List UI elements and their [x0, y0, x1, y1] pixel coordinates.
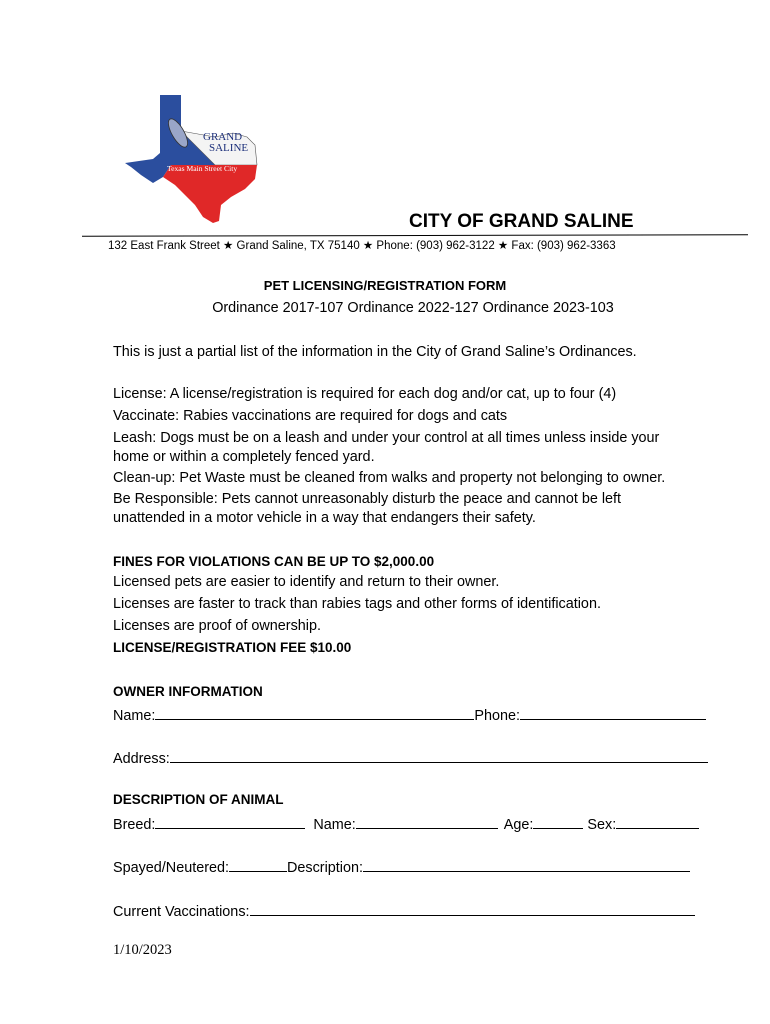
logo-banner: Texas Main Street City — [167, 164, 238, 173]
breed-label: Breed: — [113, 817, 156, 833]
animal-name-field[interactable] — [356, 814, 498, 829]
animal-row-3 — [113, 901, 695, 920]
description-label: Description: — [287, 860, 363, 876]
intro-text: This is just a partial list of the information in the City of Grand Saline’s Ordinances. — [113, 344, 637, 360]
owner-address-field[interactable] — [170, 748, 708, 763]
rule-leash: Leash: Dogs must be on a leash and under your control at all times unless inside your — [113, 430, 660, 446]
city-title: CITY OF GRAND SALINE — [409, 211, 634, 232]
rule-responsible: Be Responsible: Pets cannot unreasonably disturb the peace and cannot be left — [113, 491, 622, 507]
fines-heading: FINES FOR VIOLATIONS CAN BE UP TO $2,000.00 — [113, 554, 435, 569]
age-field[interactable] — [533, 814, 583, 829]
rule-vaccinate: Vaccinate: Rabies vaccinations are required for dogs and cats — [113, 408, 508, 424]
rule-leash-continued: home or within a completely fenced yard. — [113, 449, 375, 465]
owner-heading: OWNER INFORMATION — [113, 684, 263, 699]
vaccinations-field[interactable] — [250, 901, 695, 916]
age-label: Age: — [503, 817, 534, 833]
sex-label: Sex: — [587, 817, 617, 833]
city-address-line: 132 East Frank Street ★ Grand Saline, TX 75140 ★ Phone: (903) 962-3122 ★ Fax: (903) 962-3363 — [108, 240, 616, 252]
owner-address-label: Address: — [113, 751, 170, 767]
form-title: PET LICENSING/REGISTRATION FORM — [263, 278, 507, 293]
logo-line-2: SALINE — [209, 142, 249, 154]
vaccinations-label: Current Vaccinations: — [113, 904, 250, 920]
ordinance-list: Ordinance 2017-107 Ordinance 2022-127 Ordinance 2023-103 — [212, 300, 614, 316]
owner-phone-label: Phone: — [474, 708, 521, 724]
fines-line-3: Licenses are proof of ownership. — [113, 618, 321, 634]
rule-cleanup: Clean-up: Pet Waste must be cleaned from walks and property not belonging to owner. — [113, 470, 666, 486]
rule-responsible-continued: unattended in a motor vehicle in a way that endangers their safety. — [113, 510, 536, 526]
spayed-field[interactable] — [229, 857, 287, 872]
breed-field[interactable] — [155, 814, 305, 829]
description-field[interactable] — [363, 857, 690, 872]
fines-line-1: Licensed pets are easier to identify and return to their owner. — [113, 574, 500, 590]
owner-phone-field[interactable] — [520, 705, 706, 720]
city-logo — [123, 93, 259, 225]
owner-name-row — [113, 705, 706, 724]
owner-name-label: Name: — [113, 708, 156, 724]
owner-address-row — [113, 748, 708, 767]
owner-name-field[interactable] — [155, 705, 474, 720]
texas-red-region — [163, 165, 257, 223]
license-fee: LICENSE/REGISTRATION FEE $10.00 — [113, 640, 352, 655]
animal-name-label: Name: — [313, 817, 356, 833]
animal-row-1 — [113, 814, 699, 833]
animal-row-2 — [113, 857, 690, 876]
form-date: 1/10/2023 — [113, 942, 172, 958]
header-divider — [82, 234, 748, 236]
spayed-label: Spayed/Neutered: — [113, 860, 230, 876]
logo-line-1: GRAND — [203, 131, 243, 143]
sex-field[interactable] — [616, 814, 699, 829]
animal-heading: DESCRIPTION OF ANIMAL — [113, 792, 284, 807]
fines-line-2: Licenses are faster to track than rabies tags and other forms of identification. — [113, 596, 601, 612]
rule-license: License: A license/registration is required for each dog and/or cat, up to four (4) — [113, 386, 617, 402]
